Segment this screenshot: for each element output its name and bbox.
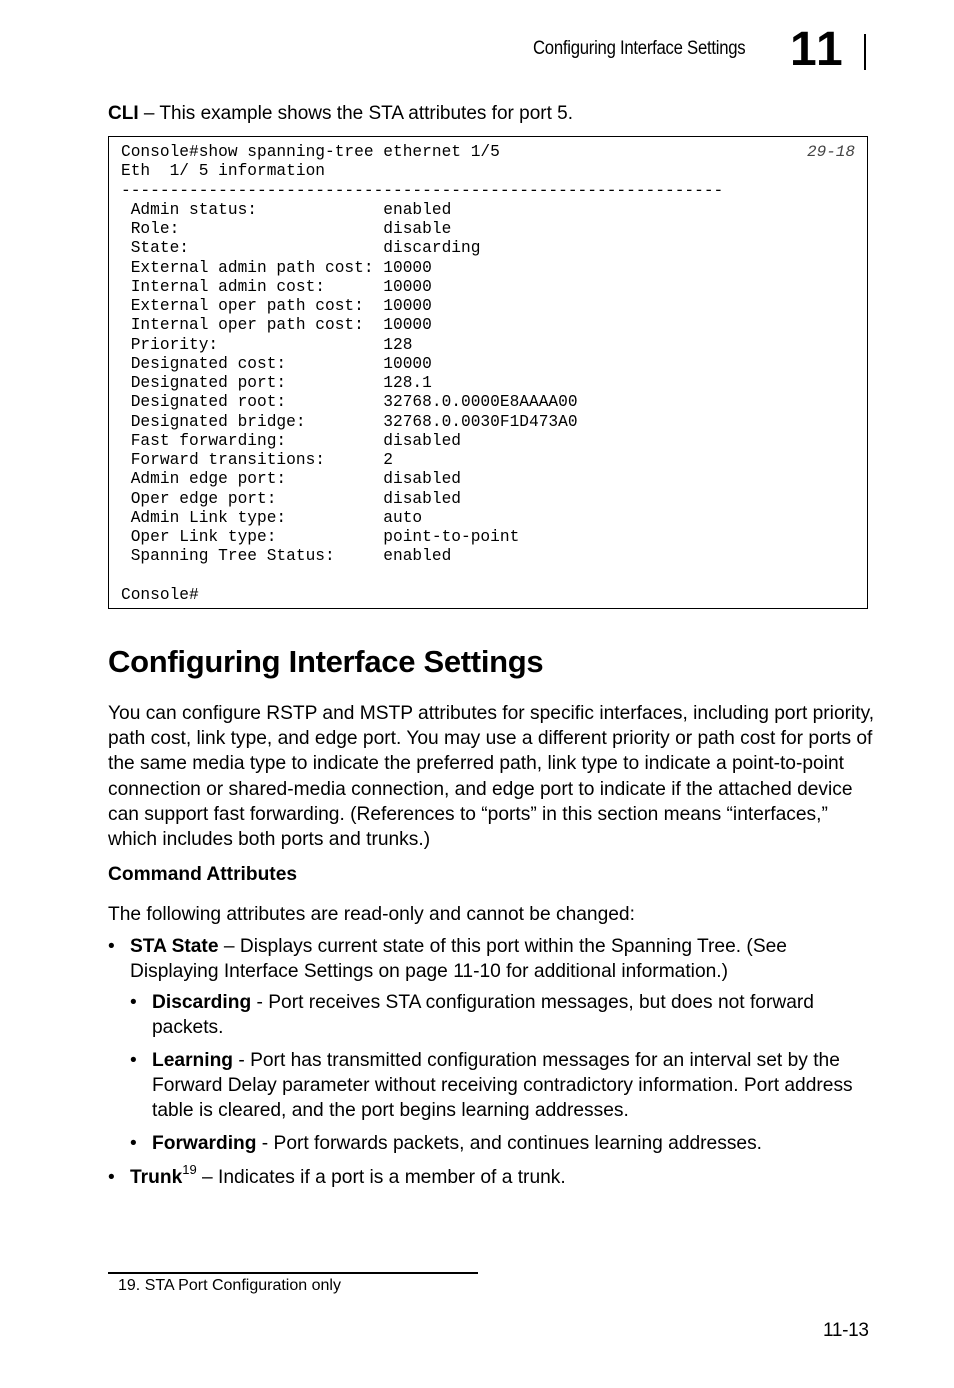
desc-trunk: – Indicates if a port is a member of a trunk. — [196, 1167, 566, 1188]
code-line: Priority: 128 — [121, 335, 413, 354]
code-line: Admin Link type: auto — [121, 508, 423, 527]
code-lines — [121, 143, 723, 605]
code-line: Oper Link type: point-to-point — [121, 528, 520, 546]
term-sta-state: STA State — [130, 936, 219, 957]
section-title: Configuring Interface Settings — [108, 644, 544, 679]
code-line: Admin status: enabled — [121, 200, 452, 219]
running-header-title: Configuring Interface Settings — [533, 38, 746, 59]
code-line: Designated port: 128.1 — [121, 374, 432, 392]
code-line: Eth 1/ 5 information — [121, 162, 325, 181]
cli-intro-text: – This example shows the STA attributes for port 5. — [138, 103, 574, 124]
desc-sta-state: – Displays current state of this port within the Spanning Tree. (See Displaying Interface Settings on page 11-10 for additional information.) — [130, 936, 787, 983]
footnote-mark[interactable]: 19 — [182, 1161, 197, 1177]
code-line — [121, 567, 723, 586]
bullet-dot: • — [130, 1133, 137, 1154]
term-forwarding: Forwarding — [152, 1133, 257, 1154]
chapter-number: 11 — [790, 23, 845, 76]
code-line: Role: disable — [121, 220, 452, 238]
bullet-dot: • — [108, 936, 115, 957]
intro-paragraph: You can configure RSTP and MSTP attributes for specific interfaces, including port priority, path cost, link type, and edge port. You may use a different priority or path cost for ports of the same media type to indicate the preferred path, link type to indicate a point-to-point connection or shared-media connection, and edge port to indicate if the attached device can support fast forwarding. (References to “ports” in this section means “interfaces,” which includes both ports and trunks.) — [108, 703, 875, 851]
code-line: Oper edge port: disabled — [121, 489, 461, 508]
readonly-line: The following attributes are read-only and cannot be changed: — [108, 904, 635, 925]
footnote: 19. STA Port Configuration only — [118, 1277, 341, 1294]
code-line: Designated bridge: 32768.0.0030F1D473A0 — [121, 412, 578, 431]
term-learning: Learning — [152, 1050, 234, 1071]
desc-discarding: - Port receives STA configuration messages, but does not forward packets. — [152, 992, 814, 1039]
page-number: 11-13 — [823, 1320, 869, 1341]
command-attributes-heading: Command Attributes — [108, 864, 298, 885]
code-reference: 29-18 — [806, 143, 855, 161]
code-line: Internal oper path cost: 10000 — [121, 316, 432, 335]
code-example-box — [108, 136, 868, 609]
code-line: -------------------------------------------------------------- — [121, 181, 724, 200]
code-line: External oper path cost: 10000 — [121, 297, 432, 315]
code-line: Spanning Tree Status: enabled — [121, 547, 452, 566]
cli-label: CLI — [108, 103, 139, 124]
bullet-dot: • — [130, 1050, 137, 1071]
code-line: Console# — [121, 585, 199, 604]
desc-forwarding: - Port forwards packets, and continues learning addresses. — [256, 1133, 763, 1154]
code-line: Internal admin cost: 10000 — [121, 277, 432, 296]
code-line: Designated root: 32768.0.0000E8AAAA00 — [121, 393, 578, 412]
term-discarding: Discarding — [152, 992, 252, 1013]
code-line: Designated cost: 10000 — [121, 354, 432, 373]
term-trunk: Trunk — [130, 1167, 183, 1188]
code-line: Fast forwarding: disabled — [121, 431, 461, 450]
code-line: Admin edge port: disabled — [121, 470, 461, 489]
cli-intro — [108, 103, 573, 125]
bullet-dot: • — [108, 1167, 115, 1188]
footnote-rule — [108, 1272, 478, 1274]
code-line: Forward transitions: 2 — [121, 451, 393, 469]
code-line: State: discarding — [121, 239, 481, 258]
bullet-dot: • — [130, 992, 137, 1013]
desc-learning: - Port has transmitted configuration messages for an interval set by the Forward Delay parameter without receiving contradictory information. Port address table is cleared, and the port begins learning addresses. — [152, 1050, 853, 1122]
code-line: External admin path cost: 10000 — [121, 258, 432, 277]
chapter-rule — [864, 34, 866, 70]
code-line: Console#show spanning-tree ethernet 1/5 — [121, 143, 500, 161]
